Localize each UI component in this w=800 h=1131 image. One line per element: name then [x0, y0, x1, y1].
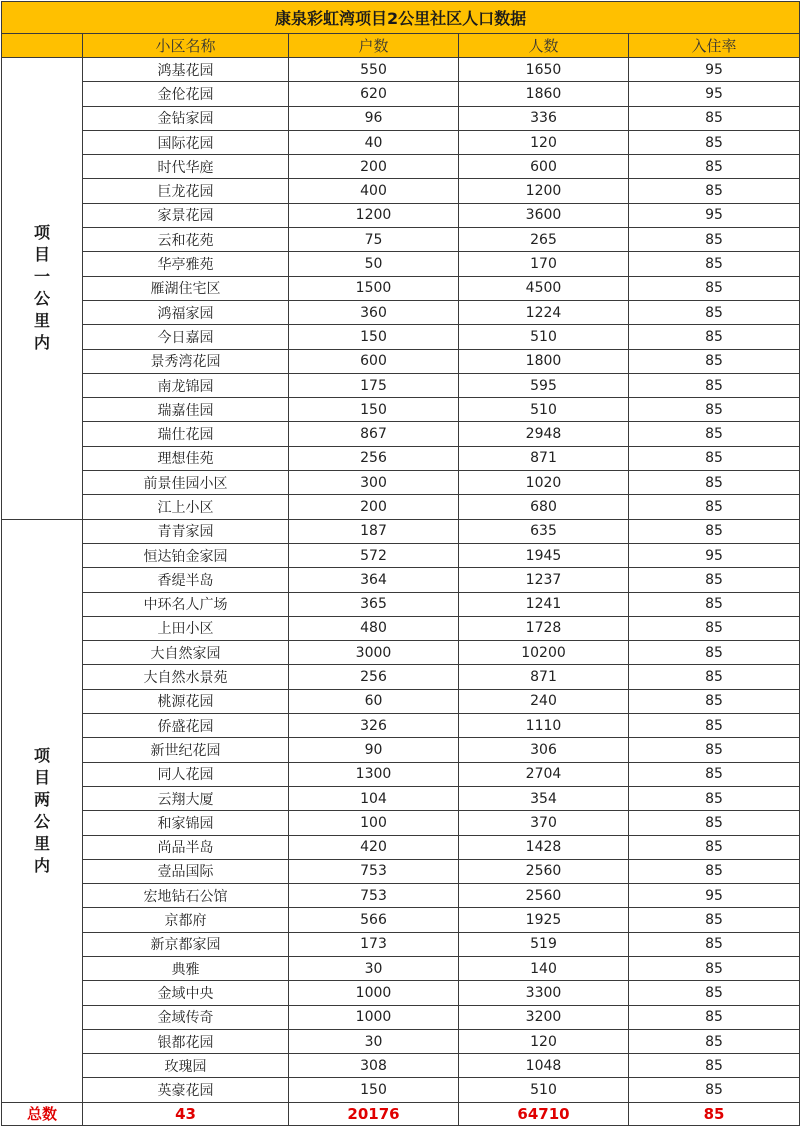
- cell-population: 120: [459, 1029, 629, 1053]
- cell-population: 120: [459, 130, 629, 154]
- cell-households: 175: [289, 373, 459, 397]
- table-row: [2, 373, 800, 397]
- cell-name: 尚品半岛: [83, 835, 289, 859]
- table-row: [2, 446, 800, 470]
- cell-occupancy: 85: [629, 495, 800, 519]
- cell-name: 云翔大厦: [83, 786, 289, 810]
- table-row: [2, 300, 800, 324]
- table-row: [2, 665, 800, 689]
- header-occupancy: 入住率: [629, 34, 800, 58]
- cell-households: 256: [289, 665, 459, 689]
- cell-name: 金域传奇: [83, 1005, 289, 1029]
- cell-occupancy: 95: [629, 203, 800, 227]
- cell-households: 620: [289, 82, 459, 106]
- cell-occupancy: 95: [629, 82, 800, 106]
- cell-population: 1428: [459, 835, 629, 859]
- cell-occupancy: 95: [629, 884, 800, 908]
- cell-population: 3200: [459, 1005, 629, 1029]
- cell-name: 青青家园: [83, 519, 289, 543]
- cell-population: 240: [459, 689, 629, 713]
- cell-occupancy: 85: [629, 568, 800, 592]
- cell-occupancy: 85: [629, 665, 800, 689]
- cell-population: 595: [459, 373, 629, 397]
- cell-occupancy: 85: [629, 616, 800, 640]
- cell-name: 金钻家园: [83, 106, 289, 130]
- cell-occupancy: 85: [629, 956, 800, 980]
- table-row: [2, 276, 800, 300]
- cell-households: 150: [289, 1078, 459, 1102]
- table-row: [2, 1029, 800, 1053]
- table-row: [2, 616, 800, 640]
- table-row: [2, 641, 800, 665]
- cell-name: 新京都家园: [83, 932, 289, 956]
- cell-name: 大自然水景苑: [83, 665, 289, 689]
- header-row: [2, 34, 800, 58]
- cell-population: 3600: [459, 203, 629, 227]
- cell-name: 家景花园: [83, 203, 289, 227]
- cell-occupancy: 85: [629, 106, 800, 130]
- cell-population: 1110: [459, 714, 629, 738]
- cell-households: 867: [289, 422, 459, 446]
- cell-name: 金伦花园: [83, 82, 289, 106]
- header-group: [2, 34, 83, 58]
- cell-population: 10200: [459, 641, 629, 665]
- cell-population: 354: [459, 786, 629, 810]
- cell-population: 4500: [459, 276, 629, 300]
- cell-occupancy: 85: [629, 932, 800, 956]
- cell-population: 370: [459, 811, 629, 835]
- cell-households: 480: [289, 616, 459, 640]
- cell-population: 1020: [459, 471, 629, 495]
- cell-occupancy: 85: [629, 446, 800, 470]
- table-row: [2, 835, 800, 859]
- table-row: [2, 82, 800, 106]
- table-title: 康泉彩虹湾项目2公里社区人口数据: [2, 2, 800, 34]
- group-label: [2, 58, 83, 520]
- cell-name: 宏地钻石公馆: [83, 884, 289, 908]
- cell-occupancy: 85: [629, 398, 800, 422]
- cell-name: 鸿福家园: [83, 300, 289, 324]
- cell-population: 2560: [459, 859, 629, 883]
- cell-occupancy: 85: [629, 155, 800, 179]
- cell-occupancy: 85: [629, 422, 800, 446]
- total-households: 20176: [289, 1102, 459, 1125]
- table-row: [2, 592, 800, 616]
- cell-population: 336: [459, 106, 629, 130]
- total-population: 64710: [459, 1102, 629, 1125]
- cell-households: 364: [289, 568, 459, 592]
- table-row: [2, 179, 800, 203]
- cell-occupancy: 85: [629, 981, 800, 1005]
- cell-households: 40: [289, 130, 459, 154]
- table-row: [2, 1005, 800, 1029]
- cell-households: 256: [289, 446, 459, 470]
- cell-occupancy: 85: [629, 786, 800, 810]
- cell-occupancy: 85: [629, 835, 800, 859]
- cell-name: 华亭雅苑: [83, 252, 289, 276]
- cell-households: 566: [289, 908, 459, 932]
- cell-name: 江上小区: [83, 495, 289, 519]
- cell-households: 30: [289, 1029, 459, 1053]
- cell-occupancy: 85: [629, 1078, 800, 1102]
- cell-households: 400: [289, 179, 459, 203]
- cell-occupancy: 85: [629, 252, 800, 276]
- cell-households: 90: [289, 738, 459, 762]
- cell-name: 瑞嘉佳园: [83, 398, 289, 422]
- cell-households: 1200: [289, 203, 459, 227]
- cell-population: 600: [459, 155, 629, 179]
- cell-population: 140: [459, 956, 629, 980]
- table-row: [2, 762, 800, 786]
- cell-occupancy: 85: [629, 762, 800, 786]
- cell-occupancy: 85: [629, 373, 800, 397]
- cell-occupancy: 95: [629, 58, 800, 82]
- table-row: [2, 106, 800, 130]
- cell-population: 3300: [459, 981, 629, 1005]
- cell-population: 510: [459, 398, 629, 422]
- group-label-text: 项目两公里内: [34, 745, 51, 875]
- table-row: [2, 495, 800, 519]
- cell-households: 60: [289, 689, 459, 713]
- cell-population: 2704: [459, 762, 629, 786]
- cell-households: 200: [289, 495, 459, 519]
- cell-name: 玫瑰园: [83, 1054, 289, 1078]
- group-label-text: 项目一公里内: [34, 223, 51, 353]
- table-row: [2, 58, 800, 82]
- cell-name: 桃源花园: [83, 689, 289, 713]
- cell-occupancy: 85: [629, 325, 800, 349]
- cell-households: 100: [289, 811, 459, 835]
- cell-name: 上田小区: [83, 616, 289, 640]
- cell-name: 壹品国际: [83, 859, 289, 883]
- cell-population: 1224: [459, 300, 629, 324]
- table-row: [2, 859, 800, 883]
- cell-population: 1200: [459, 179, 629, 203]
- cell-name: 金域中央: [83, 981, 289, 1005]
- cell-households: 3000: [289, 641, 459, 665]
- cell-population: 510: [459, 1078, 629, 1102]
- cell-occupancy: 85: [629, 300, 800, 324]
- cell-name: 理想佳苑: [83, 446, 289, 470]
- table-row: [2, 884, 800, 908]
- cell-households: 104: [289, 786, 459, 810]
- cell-name: 大自然家园: [83, 641, 289, 665]
- cell-name: 香缇半岛: [83, 568, 289, 592]
- cell-population: 2560: [459, 884, 629, 908]
- cell-occupancy: 85: [629, 471, 800, 495]
- cell-occupancy: 85: [629, 592, 800, 616]
- cell-households: 600: [289, 349, 459, 373]
- cell-occupancy: 85: [629, 276, 800, 300]
- table-row: [2, 568, 800, 592]
- cell-occupancy: 95: [629, 543, 800, 567]
- table-row: [2, 155, 800, 179]
- table-row: [2, 349, 800, 373]
- total-count: 43: [83, 1102, 289, 1125]
- table-row: [2, 519, 800, 543]
- cell-occupancy: 85: [629, 641, 800, 665]
- cell-households: 200: [289, 155, 459, 179]
- cell-occupancy: 85: [629, 738, 800, 762]
- table-row: [2, 1054, 800, 1078]
- cell-population: 2948: [459, 422, 629, 446]
- cell-households: 572: [289, 543, 459, 567]
- cell-name: 银都花园: [83, 1029, 289, 1053]
- table-row: [2, 130, 800, 154]
- table-row: [2, 422, 800, 446]
- cell-households: 420: [289, 835, 459, 859]
- cell-occupancy: 85: [629, 179, 800, 203]
- cell-households: 1300: [289, 762, 459, 786]
- cell-name: 前景佳园小区: [83, 471, 289, 495]
- cell-households: 308: [289, 1054, 459, 1078]
- cell-name: 瑞仕花园: [83, 422, 289, 446]
- cell-name: 景秀湾花园: [83, 349, 289, 373]
- table-row: [2, 1078, 800, 1102]
- cell-name: 时代华庭: [83, 155, 289, 179]
- cell-occupancy: 85: [629, 859, 800, 883]
- total-label: 总数: [2, 1102, 83, 1125]
- table-row: [2, 908, 800, 932]
- cell-name: 中环名人广场: [83, 592, 289, 616]
- cell-population: 680: [459, 495, 629, 519]
- table-row: [2, 252, 800, 276]
- cell-households: 753: [289, 884, 459, 908]
- cell-households: 173: [289, 932, 459, 956]
- cell-population: 635: [459, 519, 629, 543]
- cell-name: 同人花园: [83, 762, 289, 786]
- table-row: [2, 956, 800, 980]
- cell-name: 新世纪花园: [83, 738, 289, 762]
- cell-name: 英豪花园: [83, 1078, 289, 1102]
- cell-name: 典雅: [83, 956, 289, 980]
- cell-households: 365: [289, 592, 459, 616]
- cell-households: 360: [289, 300, 459, 324]
- population-table: [1, 1, 800, 1126]
- table-row: [2, 471, 800, 495]
- cell-name: 恒达铂金家园: [83, 543, 289, 567]
- cell-households: 50: [289, 252, 459, 276]
- cell-population: 1650: [459, 58, 629, 82]
- cell-name: 和家锦园: [83, 811, 289, 835]
- cell-population: 265: [459, 228, 629, 252]
- table-row: [2, 543, 800, 567]
- cell-name: 今日嘉园: [83, 325, 289, 349]
- cell-households: 300: [289, 471, 459, 495]
- cell-population: 1048: [459, 1054, 629, 1078]
- table-row: [2, 981, 800, 1005]
- cell-households: 75: [289, 228, 459, 252]
- cell-population: 871: [459, 665, 629, 689]
- header-households: 户数: [289, 34, 459, 58]
- cell-households: 1000: [289, 1005, 459, 1029]
- cell-occupancy: 85: [629, 1054, 800, 1078]
- cell-population: 1241: [459, 592, 629, 616]
- cell-population: 519: [459, 932, 629, 956]
- cell-population: 170: [459, 252, 629, 276]
- table-row: [2, 228, 800, 252]
- cell-occupancy: 85: [629, 519, 800, 543]
- group-label: [2, 519, 83, 1102]
- cell-population: 1237: [459, 568, 629, 592]
- cell-occupancy: 85: [629, 689, 800, 713]
- cell-households: 150: [289, 398, 459, 422]
- table-row: [2, 714, 800, 738]
- cell-households: 1500: [289, 276, 459, 300]
- header-population: 人数: [459, 34, 629, 58]
- table-body: [2, 58, 800, 1103]
- cell-population: 306: [459, 738, 629, 762]
- cell-population: 1945: [459, 543, 629, 567]
- cell-population: 1728: [459, 616, 629, 640]
- cell-population: 510: [459, 325, 629, 349]
- table-row: [2, 398, 800, 422]
- table-row: [2, 932, 800, 956]
- cell-name: 巨龙花园: [83, 179, 289, 203]
- cell-occupancy: 85: [629, 714, 800, 738]
- cell-households: 150: [289, 325, 459, 349]
- cell-population: 1800: [459, 349, 629, 373]
- total-row: [2, 1102, 800, 1125]
- table-row: [2, 811, 800, 835]
- cell-name: 国际花园: [83, 130, 289, 154]
- cell-occupancy: 85: [629, 349, 800, 373]
- table-row: [2, 325, 800, 349]
- cell-households: 187: [289, 519, 459, 543]
- cell-households: 753: [289, 859, 459, 883]
- cell-name: 鸿基花园: [83, 58, 289, 82]
- cell-households: 30: [289, 956, 459, 980]
- cell-name: 南龙锦园: [83, 373, 289, 397]
- cell-occupancy: 85: [629, 228, 800, 252]
- cell-occupancy: 85: [629, 1005, 800, 1029]
- table-row: [2, 786, 800, 810]
- table-row: [2, 738, 800, 762]
- cell-population: 871: [459, 446, 629, 470]
- cell-households: 1000: [289, 981, 459, 1005]
- cell-occupancy: 85: [629, 130, 800, 154]
- cell-households: 550: [289, 58, 459, 82]
- title-row: [2, 2, 800, 34]
- cell-occupancy: 85: [629, 811, 800, 835]
- cell-occupancy: 85: [629, 908, 800, 932]
- cell-name: 云和花苑: [83, 228, 289, 252]
- cell-population: 1925: [459, 908, 629, 932]
- cell-population: 1860: [459, 82, 629, 106]
- cell-name: 雁湖住宅区: [83, 276, 289, 300]
- total-occupancy: 85: [629, 1102, 800, 1125]
- cell-households: 326: [289, 714, 459, 738]
- cell-households: 96: [289, 106, 459, 130]
- table-row: [2, 203, 800, 227]
- cell-name: 京都府: [83, 908, 289, 932]
- header-name: 小区名称: [83, 34, 289, 58]
- table-row: [2, 689, 800, 713]
- cell-occupancy: 85: [629, 1029, 800, 1053]
- cell-name: 侨盛花园: [83, 714, 289, 738]
